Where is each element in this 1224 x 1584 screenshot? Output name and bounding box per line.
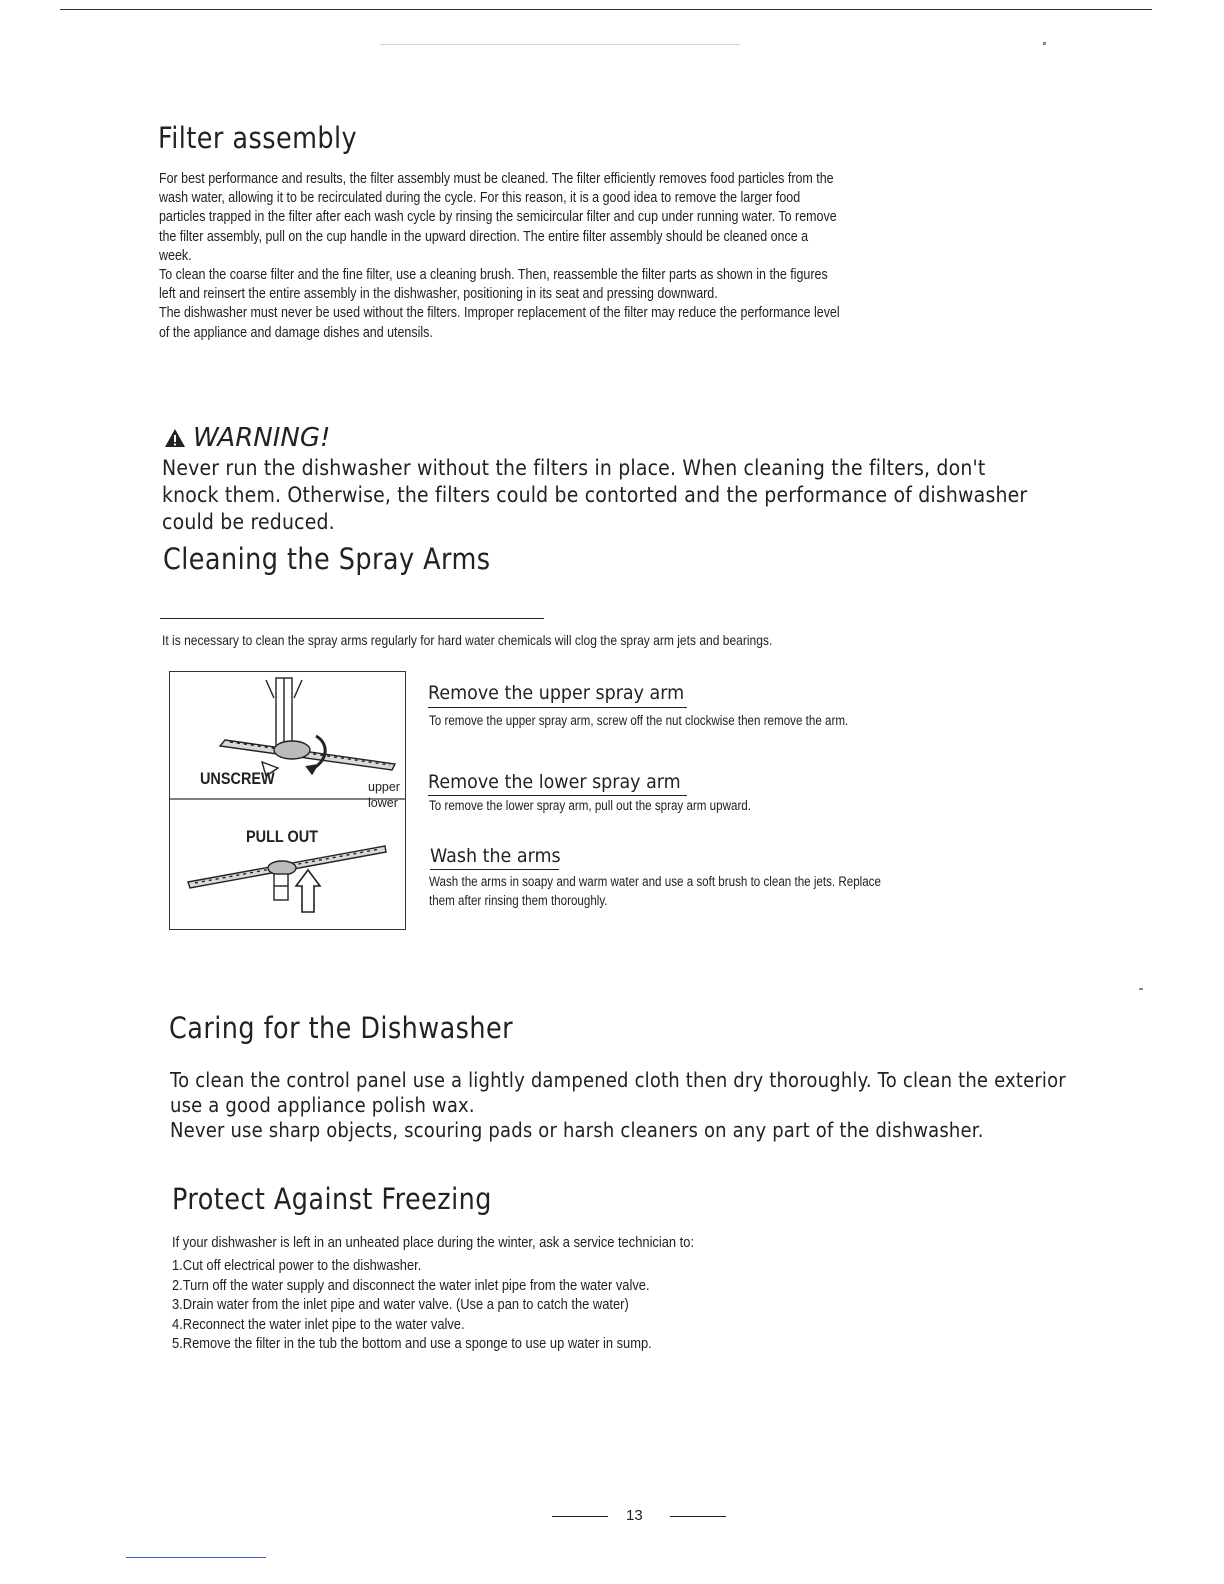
filter-paragraph: The dishwasher must never be used without the filters. Improper replacement of the filter may reduce the performance level of the appliance and damage dishes and utensils.: [159, 305, 840, 341]
pull-out-label: PULL OUT: [246, 827, 318, 846]
scan-speck: [1139, 988, 1143, 990]
step-heading: Remove the lower spray arm: [428, 771, 681, 793]
step-underline: [428, 795, 687, 796]
page-number: 13: [626, 1507, 643, 1524]
freezing-step: 4.Reconnect the water inlet pipe to the water valve.: [172, 1315, 465, 1333]
warning-title: WARNING!: [193, 423, 331, 453]
bottom-rule: [126, 1557, 266, 1558]
filter-paragraph: To clean the coarse filter and the fine filter, use a cleaning brush. Then, reassemble the filter parts as shown in the figures left and reinsert the entire assembly in the dishwasher, positioning in its seat and pressing downward.: [159, 267, 828, 303]
scan-speck: [380, 44, 740, 45]
step-body: To remove the lower spray arm, pull out the spray arm upward.: [429, 798, 752, 813]
freezing-intro-text: If your dishwasher is left in an unheated place during the winter, ask a service technician to:: [172, 1234, 695, 1251]
filter-assembly-body: [159, 170, 844, 343]
freezing-title: Protect Against Freezing: [172, 1182, 492, 1216]
top-rule: [60, 9, 1152, 10]
unscrew-label: UNSCREW: [200, 769, 275, 788]
footer-dash-right: [670, 1516, 726, 1517]
filter-paragraph: For best performance and results, the filter assembly must be cleaned. The filter efficiently removes food particles from the wash water, allowing it to be recirculated during the cycle. For this reason, it is a good idea to remove the larger food particles trapped in the filter after each wash cycle by rinsing the semicircular filter and cup under running water. To remove the filter assembly, pull on the cup handle in the upward direction. The entire filter assembly should be cleaned once a week.: [159, 171, 837, 264]
freezing-intro: [172, 1233, 694, 1253]
freezing-step: 1.Cut off electrical power to the dishwasher.: [172, 1257, 422, 1274]
step-heading: Wash the arms: [430, 845, 561, 867]
step-heading: Remove the upper spray arm: [428, 682, 685, 704]
upper-label: upper: [368, 780, 400, 794]
caring-body: [170, 1068, 1097, 1143]
scan-speck: [1043, 42, 1046, 45]
warning-heading: [163, 423, 330, 453]
caring-title: Caring for the Dishwasher: [169, 1011, 514, 1045]
warning-text: Never run the dishwasher without the filters in place. When cleaning the filters, don't knock them. Otherwise, the filters could be contorted and the performance of dishwasher could be reduced.: [162, 456, 1028, 534]
freezing-step: 5.Remove the filter in the tub the bottom and use a sponge to use up water in sump.: [172, 1335, 652, 1352]
warning-triangle-icon: [163, 427, 187, 449]
step-body: To remove the upper spray arm, screw off the nut clockwise then remove the arm.: [429, 713, 849, 728]
freezing-step: 2.Turn off the water supply and disconnect the water inlet pipe from the water valve.: [172, 1276, 650, 1294]
caring-paragraph: To clean the control panel use a lightly dampened cloth then dry thoroughly. To clean the exterior use a good appliance polish wax.: [170, 1068, 1066, 1117]
spray-arm-figure: [169, 671, 406, 930]
caring-paragraph: Never use sharp objects, scouring pads or harsh cleaners on any part of the dishwasher.: [170, 1118, 984, 1142]
lower-label: lower: [368, 796, 398, 810]
step-underline: [428, 707, 687, 708]
freezing-steps: [172, 1256, 652, 1354]
freezing-step: 3.Drain water from the inlet pipe and water valve. (Use a pan to catch the water): [172, 1296, 629, 1313]
step-underline: [430, 869, 559, 870]
footer-dash-left: [552, 1516, 608, 1517]
filter-assembly-title: Filter assembly: [158, 121, 358, 155]
spray-arms-intro: It is necessary to clean the spray arms regularly for hard water chemicals will clog the spray arm jets and bearings.: [162, 632, 773, 648]
spray-arms-title: Cleaning the Spray Arms: [163, 542, 491, 576]
section-divider: [160, 618, 544, 619]
step-body: Wash the arms in soapy and warm water and use a soft brush to clean the jets. Replace them after rinsing them thoroughly.: [429, 874, 881, 908]
